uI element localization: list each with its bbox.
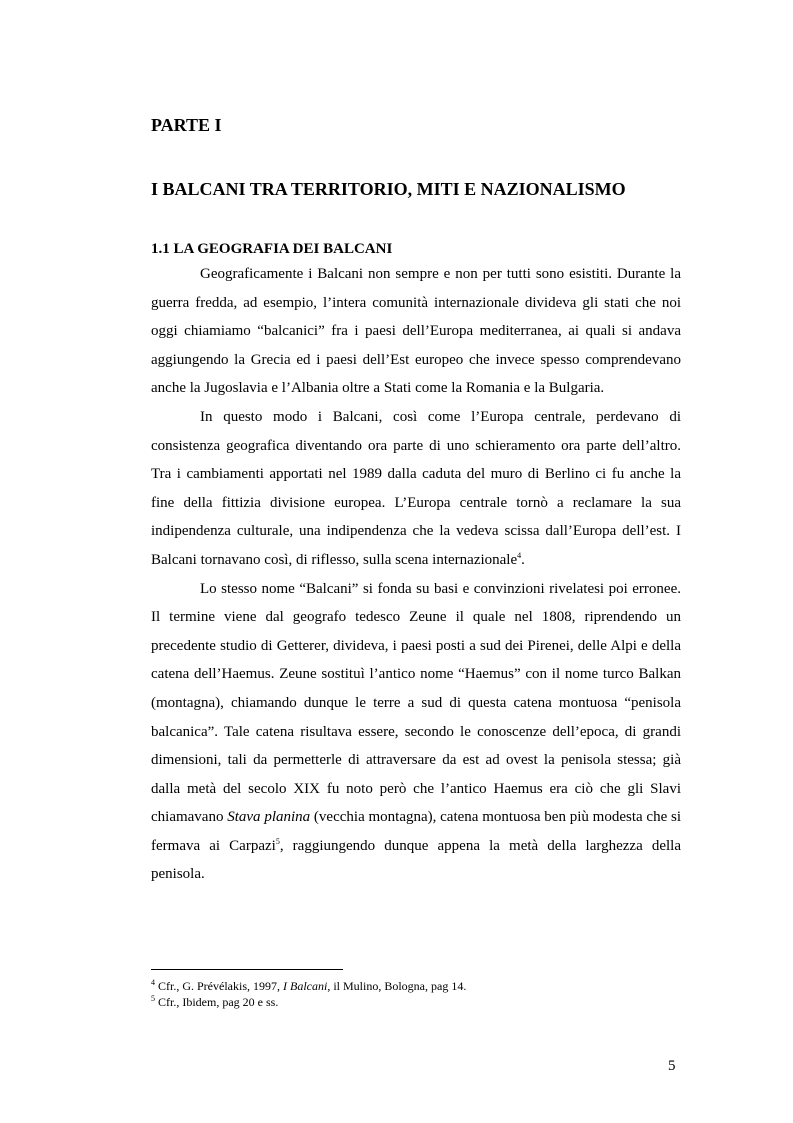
- paragraph-3-text-b: (vecchia montagna), catena montuosa ben più modesta che si fermava ai Carpazi: [151, 809, 682, 854]
- footnote-5-number: 5: [151, 994, 155, 1003]
- footnote-4-text-post: , il Mulino, Bologna, pag 14.: [327, 979, 467, 993]
- paragraph-3-text-a: Lo stesso nome “Balcani” si fonda su basi e convinzioni rivelatesi poi erronee. Il termine viene dal geografo tedesco Zeune il quale nel 1808, riprendendo un precedente studio di Getterer, divideva, i paesi posti a sud dei Pirenei, delle Alpi e della catena dell’Haemus. Zeune sostituì l’antico nome “Haemus” con il nome turco Balkan (montagna), chiamando dunque le terre a sud di questa catena montuosa “penisola balcanica”. Tale catena risultava essere, secondo le conoscenze dell’epoca, di grandi dimensioni, tali da permetterle di attraversare da est ad ovest la penisola stessa; già dalla metà del secolo XIX fu noto però che l’antico Haemus era ciò che gli Slavi chiamavano: [151, 580, 681, 826]
- footnote-4: [151, 978, 681, 994]
- paragraph-3: [151, 575, 681, 890]
- page-number: 5: [668, 1058, 676, 1074]
- footnote-5: [151, 994, 681, 1010]
- footnote-4-number: 4: [151, 978, 155, 987]
- footnote-divider: [151, 969, 343, 970]
- paragraph-3-text-c: , raggiungendo dunque appena la metà della larghezza della penisola.: [151, 837, 681, 883]
- body-text: [151, 260, 681, 889]
- footnote-4-italic: I Balcani: [283, 979, 328, 993]
- paragraph-2: [151, 403, 681, 575]
- footnote-ref-4: 4: [517, 550, 522, 560]
- section-title: 1.1 LA GEOGRAFIA DEI BALCANI: [151, 241, 393, 257]
- footnote-5-text: Cfr., Ibidem, pag 20 e ss.: [155, 995, 279, 1009]
- part-title: PARTE I: [151, 115, 222, 135]
- footnote-4-text-pre: Cfr., G. Prévélakis, 1997,: [155, 979, 283, 993]
- paragraph-1: Geograficamente i Balcani non sempre e non per tutti sono esistiti. Durante la guerra fredda, ad esempio, l’intera comunità internazionale divideva gli stati che noi oggi chiamiamo “balcanici” fra i paesi dell’Europa mediterranea, ai quali si andava aggiungendo la Grecia ed i paesi dell’Est europeo che invece spesso comprendevano anche la Jugoslavia e l’Albania oltre a Stati come la Romania e la Bulgaria.: [151, 266, 681, 397]
- paragraph-2-end: .: [521, 551, 525, 568]
- paragraph-3-italic: Stava planina: [227, 809, 311, 826]
- footnote-ref-5: 5: [275, 836, 280, 846]
- paragraph-2-text: In questo modo i Balcani, così come l’Europa centrale, perdevano di consistenza geografica diventando ora parte di uno schieramento ora parte dell’altro. Tra i cambiamenti apportati nel 1989 dalla caduta del muro di Berlino ci fu anche la fine della fittizia divisione europea. L’Europa centrale tornò a reclamare la sua indipendenza culturale, una indipendenza che la vedeva scissa dall’Europa dell’est. I Balcani tornavano così, di riflesso, sulla scena internazionale: [151, 408, 681, 568]
- chapter-title: I BALCANI TRA TERRITORIO, MITI E NAZIONALISMO: [151, 179, 626, 199]
- footnotes: [151, 978, 681, 1010]
